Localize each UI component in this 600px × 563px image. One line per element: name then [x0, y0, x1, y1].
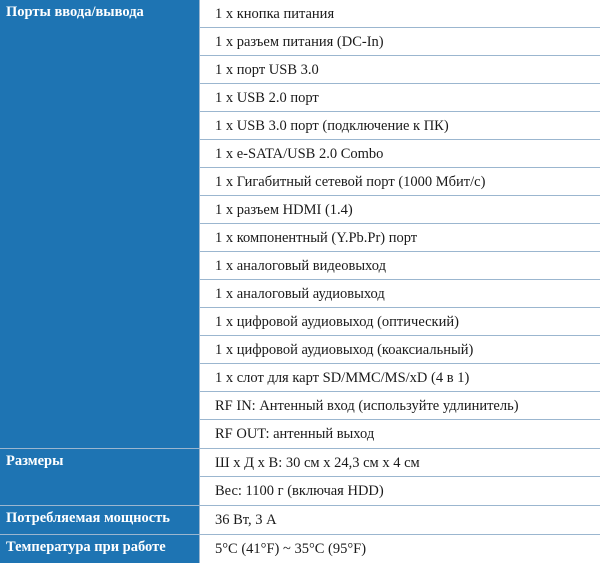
spec-value: 1 x USB 2.0 порт [200, 84, 600, 112]
spec-value: 1 x компонентный (Y.Pb.Pr) порт [200, 224, 600, 252]
spec-values [200, 449, 600, 505]
spec-value: 1 x цифровой аудиовыход (коаксиальный) [200, 336, 600, 364]
spec-value: 1 x аналоговый видеовыход [200, 252, 600, 280]
spec-value: 5°C (41°F) ~ 35°C (95°F) [215, 541, 367, 557]
spec-values [200, 0, 600, 448]
spec-value: 1 x цифровой аудиовыход (оптический) [200, 308, 600, 336]
spec-value: 1 x e-SATA/USB 2.0 Combo [200, 140, 600, 168]
spec-value: 1 x кнопка питания [200, 0, 600, 28]
spec-value: RF IN: Антенный вход (используйте удлинитель) [200, 392, 600, 420]
spec-label: Размеры [0, 449, 200, 505]
spec-value: 1 x разъем HDMI (1.4) [200, 196, 600, 224]
spec-value: 36 Вт, 3 А [215, 512, 277, 528]
spec-value: 1 x порт USB 3.0 [200, 56, 600, 84]
spec-value: Ш x Д x В: 30 см x 24,3 см x 4 см [200, 449, 600, 477]
spec-group-power [0, 506, 600, 535]
spec-label: Температура при работе [0, 535, 200, 563]
spec-value: 1 x USB 3.0 порт (подключение к ПК) [200, 112, 600, 140]
spec-value: Вес: 1100 г (включая HDD) [215, 483, 384, 499]
spec-value: 1 x аналоговый аудиовыход [200, 280, 600, 308]
spec-value: 1 x Гигабитный сетевой порт (1000 Мбит/с) [200, 168, 600, 196]
spec-value: 1 x разъем питания (DC-In) [200, 28, 600, 56]
spec-values [200, 506, 600, 534]
spec-group-dimensions [0, 449, 600, 506]
spec-value: RF OUT: антенный выход [215, 426, 375, 442]
spec-value: 1 x слот для карт SD/MMC/MS/xD (4 в 1) [200, 364, 600, 392]
spec-label: Порты ввода/вывода [0, 0, 200, 448]
spec-label: Потребляемая мощность [0, 506, 200, 534]
